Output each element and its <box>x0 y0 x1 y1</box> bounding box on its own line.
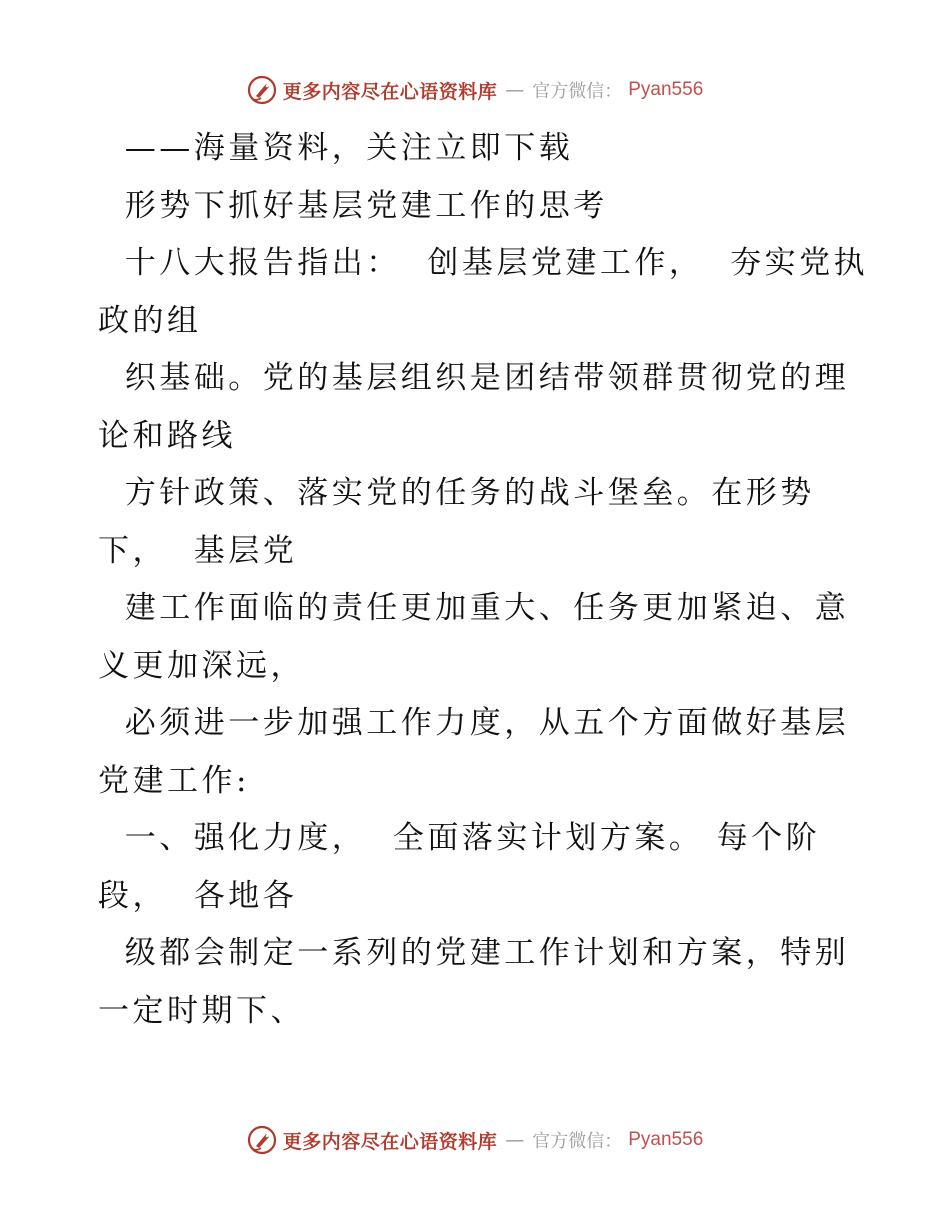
header-banner <box>0 70 950 110</box>
banner-separator: — <box>505 1129 525 1151</box>
text-line: 下， 基层党 <box>98 532 298 569</box>
text-line: 政的组 <box>98 302 202 339</box>
document-body <box>98 120 869 1040</box>
text-line: 一、强化力度， 全面落实计划方案。 每个阶 <box>98 820 821 856</box>
banner-separator: — <box>505 79 525 101</box>
text-line: 十八大报告指出： 创基层党建工作， 夯实党执 <box>98 245 869 281</box>
text-line: ——海量资料，关注立即下载 <box>98 130 574 166</box>
text-line: 建工作面临的责任更加重大、任务更加紧迫、意 <box>98 590 850 626</box>
pen-nib-logo-icon <box>247 75 277 105</box>
text-line: 党建工作: <box>98 762 250 799</box>
wechat-handle: Pyan556 <box>628 79 704 100</box>
text-line: 一定时期下、 <box>98 992 305 1029</box>
document-title: 形势下抓好基层党建工作的思考 <box>98 187 608 224</box>
text-line: 义更加深远， <box>98 647 305 684</box>
text-line: 论和路线 <box>98 417 236 454</box>
text-line: 段， 各地各 <box>98 877 298 914</box>
pen-nib-logo-icon <box>247 1125 277 1155</box>
text-line: 织基础。党的基层组织是团结带领群贯彻党的理 <box>98 360 850 396</box>
text-line: 级都会制定一系列的党建工作计划和方案，特别 <box>98 935 850 971</box>
text-line: 必须进一步加强工作力度，从五个方面做好基层 <box>98 705 850 741</box>
wechat-handle: Pyan556 <box>628 1129 704 1150</box>
official-wechat-label: 官方微信： <box>532 1131 623 1152</box>
footer-banner <box>0 1120 950 1160</box>
official-wechat-label: 官方微信： <box>532 81 623 102</box>
text-line: 方针政策、落实党的任务的战斗堡垒。在形势 <box>98 475 815 511</box>
site-promo-text: 更多内容尽在心语资料库 <box>282 80 498 103</box>
site-promo-text: 更多内容尽在心语资料库 <box>282 1130 498 1153</box>
